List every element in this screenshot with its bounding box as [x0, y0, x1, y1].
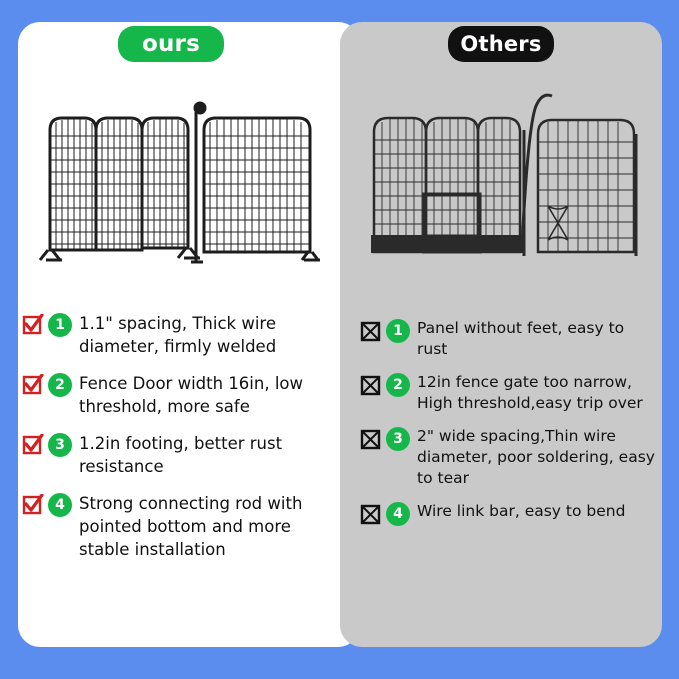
red-check-box-icon	[22, 314, 44, 336]
list-item	[22, 372, 344, 419]
black-cross-box-icon	[360, 428, 382, 450]
list-item	[22, 432, 344, 479]
item-text: 1.2in footing, better rust resistance	[79, 433, 283, 477]
black-cross-box-icon	[360, 374, 382, 396]
item-number: 2	[48, 373, 72, 397]
ours-fence-illustration	[28, 86, 328, 286]
item-text: 1.1" spacing, Thick wire diameter, firmly welded	[79, 314, 277, 357]
item-text: 12in fence gate too narrow, High threshold,easy trip over	[417, 372, 643, 413]
ours-badge	[118, 26, 224, 62]
list-item	[360, 372, 658, 415]
others-feature-list	[360, 318, 658, 537]
red-check-box-icon	[22, 434, 44, 456]
item-text: Wire link bar, easy to bend	[417, 501, 626, 520]
item-number: 1	[386, 319, 410, 343]
item-text: 2" wide spacing,Thin wire diameter, poor soldering, easy to tear	[417, 426, 655, 488]
list-item	[360, 426, 658, 490]
black-cross-box-icon	[360, 320, 382, 342]
others-fence-illustration	[362, 86, 650, 286]
item-number: 4	[386, 502, 410, 526]
item-number: 1	[48, 313, 72, 337]
list-item	[22, 312, 344, 359]
black-cross-box-icon	[360, 503, 382, 525]
item-number: 3	[48, 433, 72, 457]
item-number: 2	[386, 373, 410, 397]
ours-badge-label: ours	[141, 31, 200, 57]
item-text: Fence Door width 16in, low threshold, more safe	[79, 373, 304, 417]
item-text: Panel without feet, easy to rust	[417, 319, 625, 359]
ours-feature-list	[22, 312, 344, 575]
red-check-box-icon	[22, 494, 44, 516]
others-badge	[448, 26, 554, 62]
list-item	[22, 492, 344, 562]
item-text: Strong connecting rod with pointed bottom and more stable installation	[79, 493, 303, 560]
item-number: 3	[386, 427, 410, 451]
red-check-box-icon	[22, 374, 44, 396]
others-badge-label: Others	[460, 32, 542, 56]
item-number: 4	[48, 493, 72, 517]
list-item	[360, 318, 658, 361]
list-item	[360, 501, 658, 526]
